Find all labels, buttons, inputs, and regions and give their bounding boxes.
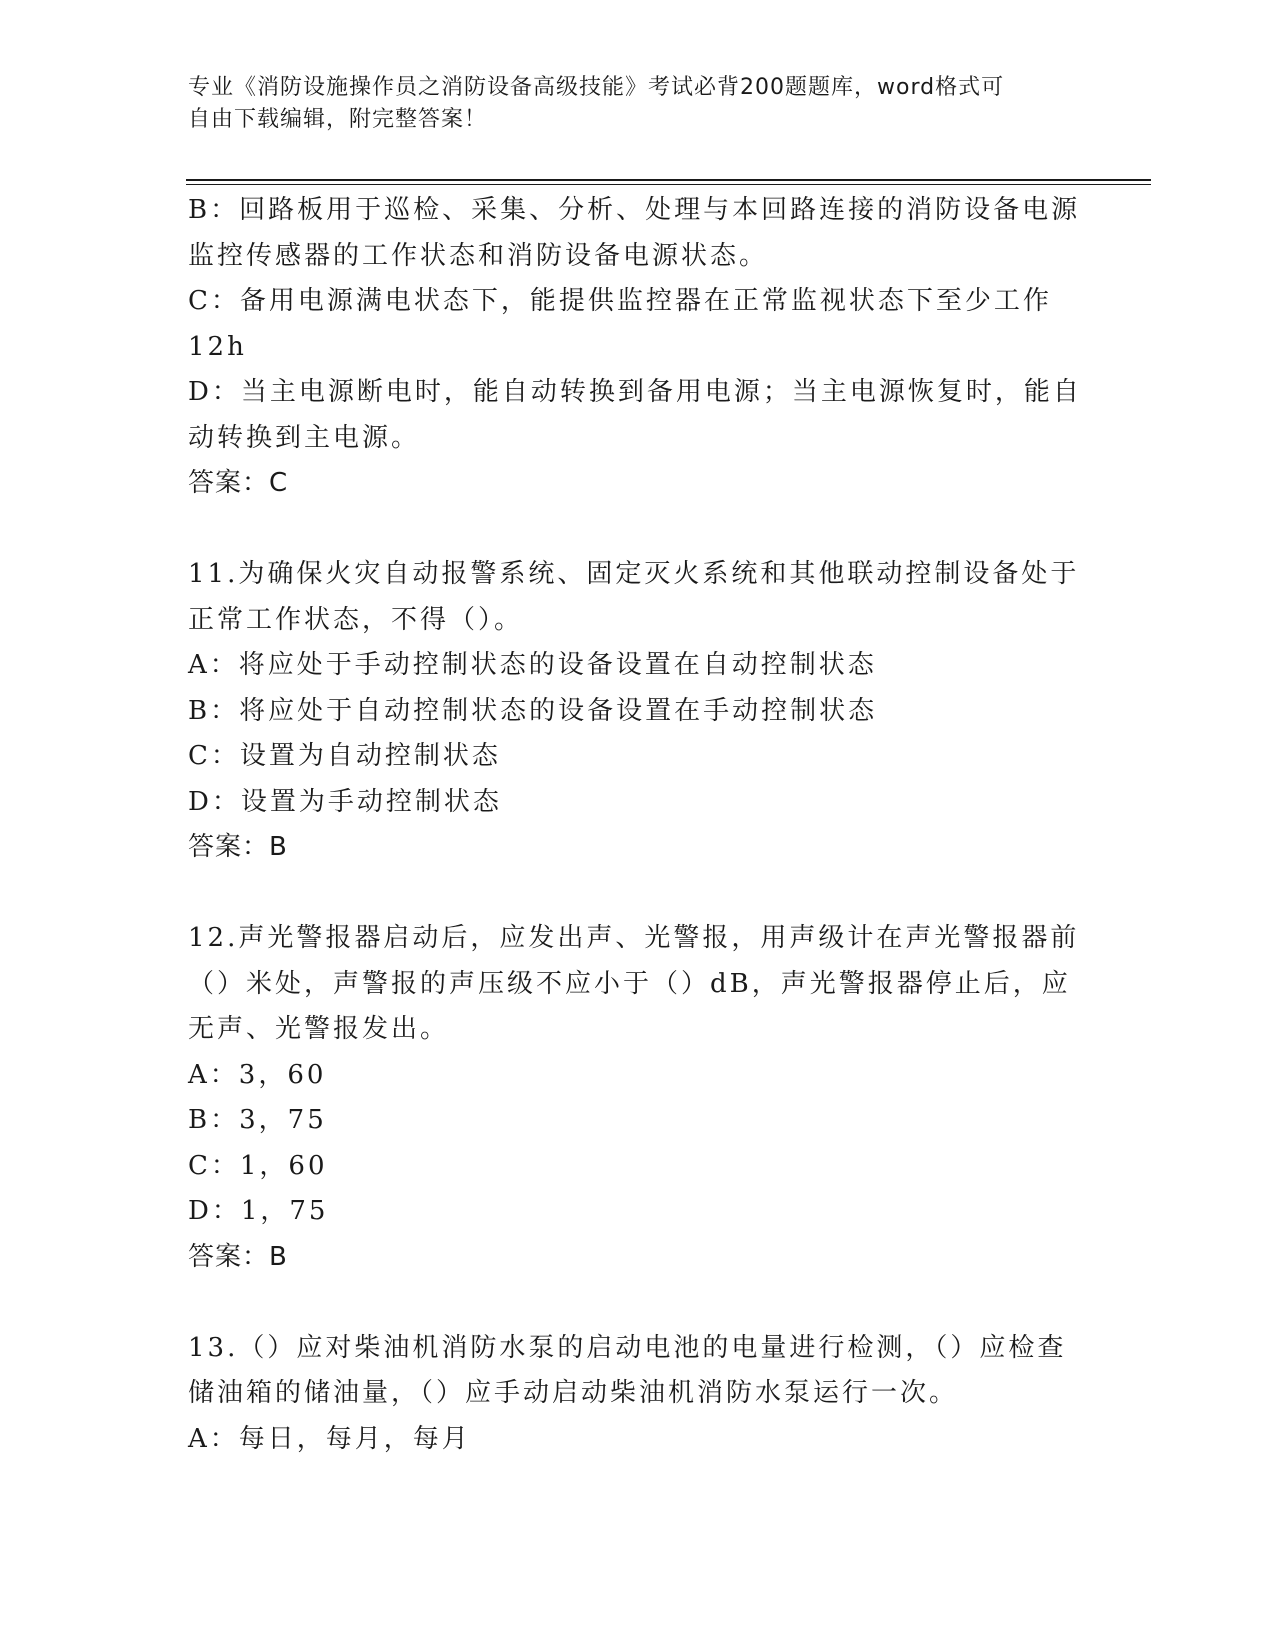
question-stem-line-2: （）米处，声警报的声压级不应小于（）dB，声光警报器停止后，应 [188, 968, 1071, 999]
answer: 答案：B [188, 1241, 288, 1272]
question-12 [188, 916, 1080, 1280]
question-stem-line-3: 无声、光警报发出。 [188, 1014, 450, 1044]
header-rule-thin [186, 184, 1151, 185]
option-c-line-2: 12h [188, 331, 247, 362]
header-line-2: 自由下载编辑，附完整答案！ [188, 107, 488, 132]
spacer [188, 871, 1068, 917]
answer: 答案：B [188, 832, 288, 862]
spacer [188, 507, 1068, 553]
option-c: C：设置为自动控制状态 [188, 741, 501, 771]
option-d-line-1: D：当主电源断电时，能自动转换到备用电源；当主电源恢复时，能自 [188, 377, 1082, 407]
question-stem-line-2: 储油箱的储油量，（）应手动启动柴油机消防水泵运行一次。 [188, 1378, 959, 1408]
question-stem-line-2: 正常工作状态，不得（）。 [188, 604, 524, 635]
option-b-line-1: B：回路板用于巡检、采集、分析、处理与本回路连接的消防设备电源 [188, 195, 1081, 225]
option-b-line-2: 监控传感器的工作状态和消防设备电源状态。 [188, 240, 769, 271]
question-stem-line-1: 11.为确保火灾自动报警系统、固定灭火系统和其他联动控制设备处于 [188, 559, 1080, 589]
option-a: A：3，60 [188, 1059, 327, 1090]
option-a: A：每日，每月，每月 [188, 1423, 471, 1454]
question-stem-line-1: 12.声光警报器启动后，应发出声、光警报，用声级计在声光警报器前 [188, 923, 1080, 953]
option-d: D：设置为手动控制状态 [188, 786, 502, 817]
answer: 答案：C [188, 468, 289, 498]
option-d-line-2: 动转换到主电源。 [188, 422, 421, 453]
spacer [188, 1280, 1068, 1326]
option-c: C：1，60 [188, 1150, 328, 1181]
header-rule-thick [186, 179, 1151, 181]
header-line-1: 专业《消防设施操作员之消防设备高级技能》考试必背200题题库，word格式可 [188, 75, 1005, 100]
document-body [188, 188, 1082, 1462]
question-stem-line-1: 13.（）应对柴油机消防水泵的启动电池的电量进行检测，（）应检查 [188, 1332, 1067, 1363]
question-11 [188, 552, 1080, 871]
option-a: A：将应处于手动控制状态的设备设置在自动控制状态 [188, 650, 877, 680]
option-c-line-1: C：备用电源满电状态下，能提供监控器在正常监视状态下至少工作 [188, 286, 1052, 316]
option-d: D：1，75 [188, 1196, 329, 1226]
option-b: B：将应处于自动控制状态的设备设置在手动控制状态 [188, 695, 878, 726]
question-10 [188, 188, 1082, 507]
document-header [188, 72, 1068, 136]
option-b: B：3，75 [188, 1105, 327, 1135]
question-13 [188, 1326, 1068, 1463]
